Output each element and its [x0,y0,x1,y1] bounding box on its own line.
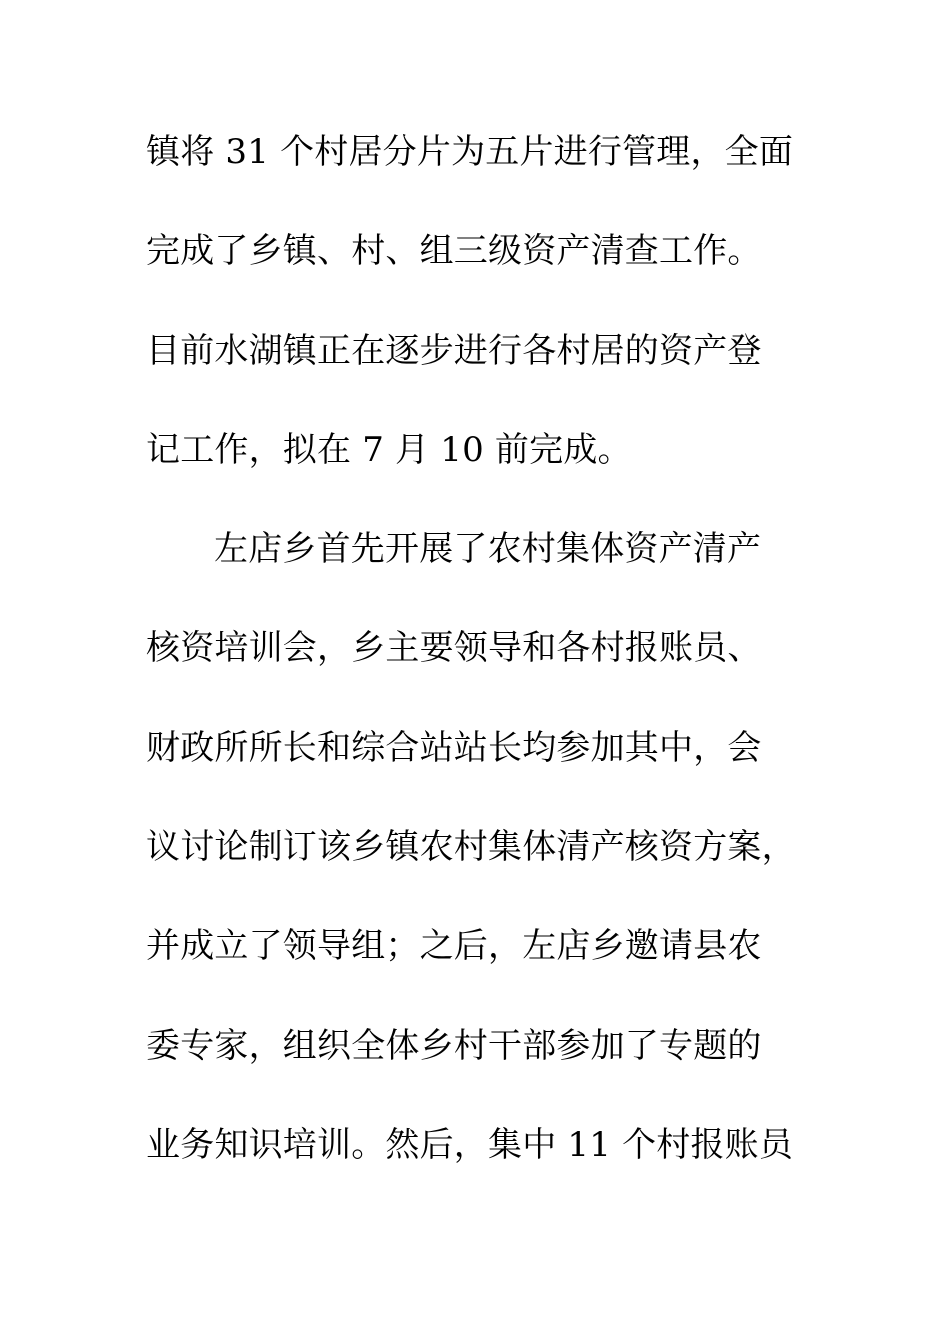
paragraph-first-line: 左店乡首先开展了农村集体资产清产 [214,529,762,570]
text-line: 记工作，拟在 7 月 10 前完成。 [146,429,632,470]
text-line: 议讨论制订该乡镇农村集体清产核资方案， [146,827,796,868]
text-line: 财政所所长和综合站站长均参加其中，会 [146,727,762,768]
body-text [146,117,806,1209]
text-line: 委专家，组织全体乡村干部参加了专题的 [146,1025,762,1066]
text-line: 完成了乡镇、村、组三级资产清查工作。 [146,231,762,272]
text-line: 镇将 31 个村居分片为五片进行管理，全面 [146,132,794,172]
text-line: 业务知识培训。然后，集中 11 个村报账员 [146,1124,794,1165]
text-line: 目前水湖镇正在逐步进行各村居的资产登 [146,330,762,371]
text-line: 并成立了领导组；之后，左店乡邀请县农 [146,926,762,967]
text-line: 核资培训会，乡主要领导和各村报账员、 [146,628,762,669]
